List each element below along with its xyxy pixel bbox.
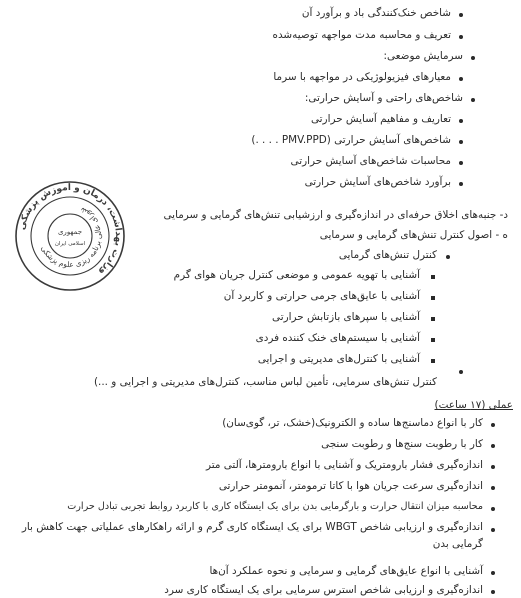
list-item: کنترل تنش‌های سرمایی، تأمین لباس مناسب، کنترل‌های مدیریتی و اجرایی و ...) [93, 376, 437, 388]
bullet [491, 571, 495, 575]
list-item: معیارهای فیزیولوژیکی در مواجهه با سرما [273, 71, 451, 83]
practical-heading: عملی (۱۷ ساعت) [434, 399, 513, 411]
list-item: محاسبات شاخص‌های آسایش حرارتی [290, 155, 451, 167]
list-item: سرمایش موضعی: [383, 50, 463, 62]
list-item: اندازه‌گیری و ارزیابی شاخص استرس سرمایی برای یک ایستگاه کاری سرد [164, 584, 483, 596]
bullet [491, 423, 495, 427]
list-item: کار با انواع دماسنج‌ها ساده و الکترونیک(خشک، تر، گوی‌سان) [222, 417, 483, 429]
list-item: شاخص خنک‌کنندگی باد و برآورد آن [301, 7, 451, 19]
svg-text:شورای عالی برنامه ریزی علوم پز [39, 205, 103, 269]
section-heading: د- جنبه‌های اخلاق حرفه‌ای در اندازه‌گیری و ارزشیابی تنش‌های گرمایی و سرمایی [163, 209, 508, 221]
seal-outer-text: وزارت بهداشت، درمان و آموزش پزشکی [17, 182, 124, 278]
list-item: شاخص‌های راحتی و آسایش حرارتی: [304, 92, 463, 104]
bullet [459, 77, 463, 81]
bullet [491, 507, 495, 511]
list-item: آشنایی با سپرهای بازتابش حرارتی [272, 311, 420, 323]
bullet [459, 35, 463, 39]
bullet [459, 119, 463, 123]
section-heading: ه - اصول کنترل تنش‌های گرمایی و سرمایی [319, 229, 508, 241]
bullet [491, 444, 495, 448]
bullet [491, 486, 495, 490]
list-item: اندازه‌گیری سرعت جریان هوا با کاتا ترمومتر، آنمومتر حرارتی [218, 480, 483, 492]
list-item: تعاریف و مفاهیم آسایش حرارتی [311, 113, 451, 125]
seal-center-top: جمهوری [57, 228, 83, 236]
list-item: آشنایی با انواع عایق‌های گرمایی و سرمایی و نحوه عملکرد آن‌ها [209, 565, 483, 577]
bullet [491, 528, 495, 532]
list-item: برآورد شاخص‌های آسایش حرارتی [304, 176, 451, 188]
bullet [431, 359, 435, 363]
bullet [459, 182, 463, 186]
bullet [459, 370, 463, 374]
bullet [459, 140, 463, 144]
bullet [431, 275, 435, 279]
bullet [471, 98, 475, 102]
bullet [431, 296, 435, 300]
list-item: کنترل تنش‌های گرمایی [338, 249, 437, 261]
bullet [459, 161, 463, 165]
bullet [471, 56, 475, 60]
list-item: محاسبه میزان انتقال حرارت و بارگرمایی بدن برای یک ایستگاه کاری با کاربرد روابط تجربی تبادل حرارت [67, 501, 483, 512]
list-item: آشنایی با سیستم‌های خنک کننده فردی [255, 332, 420, 344]
seal-inner-text: شورای عالی برنامه ریزی علوم پزشکی [39, 205, 104, 270]
seal-center-bottom: اسلامی ایران [54, 241, 86, 247]
bullet [431, 338, 435, 342]
bullet [491, 465, 495, 469]
list-item: شاخص‌های آسایش حرارتی (PMV.PPD . . . .) [251, 134, 451, 146]
list-item: آشنایی با کنترل‌های مدیریتی و اجرایی [257, 353, 420, 365]
bullet [491, 590, 495, 594]
list-item: آشنایی با تهویه عمومی و موضعی کنترل جریان هوای گرم [173, 269, 420, 281]
list-item: اندازه‌گیری و ارزیابی شاخص WBGT برای یک ایستگاه کاری گرم و ارائه راهکارهای عملیاتی جهت کاهش بار گرمایی بدن [21, 521, 483, 550]
list-item: تعریف و محاسبه مدت مواجهه توصیه‌شده [272, 29, 451, 41]
list-item: کار با رطوبت سنج‌ها و رطوبت سنجی [321, 438, 483, 450]
list-item: اندازه‌گیری فشار بارومتریک و آشنایی با انواع بارومترها، آلتی متر [206, 459, 483, 471]
bullet [459, 13, 463, 17]
bullet [446, 255, 450, 259]
bullet [431, 317, 435, 321]
list-item: آشنایی با عایق‌های جرمی حرارتی و کاربرد آن [223, 290, 420, 302]
official-seal-stamp [14, 180, 126, 292]
